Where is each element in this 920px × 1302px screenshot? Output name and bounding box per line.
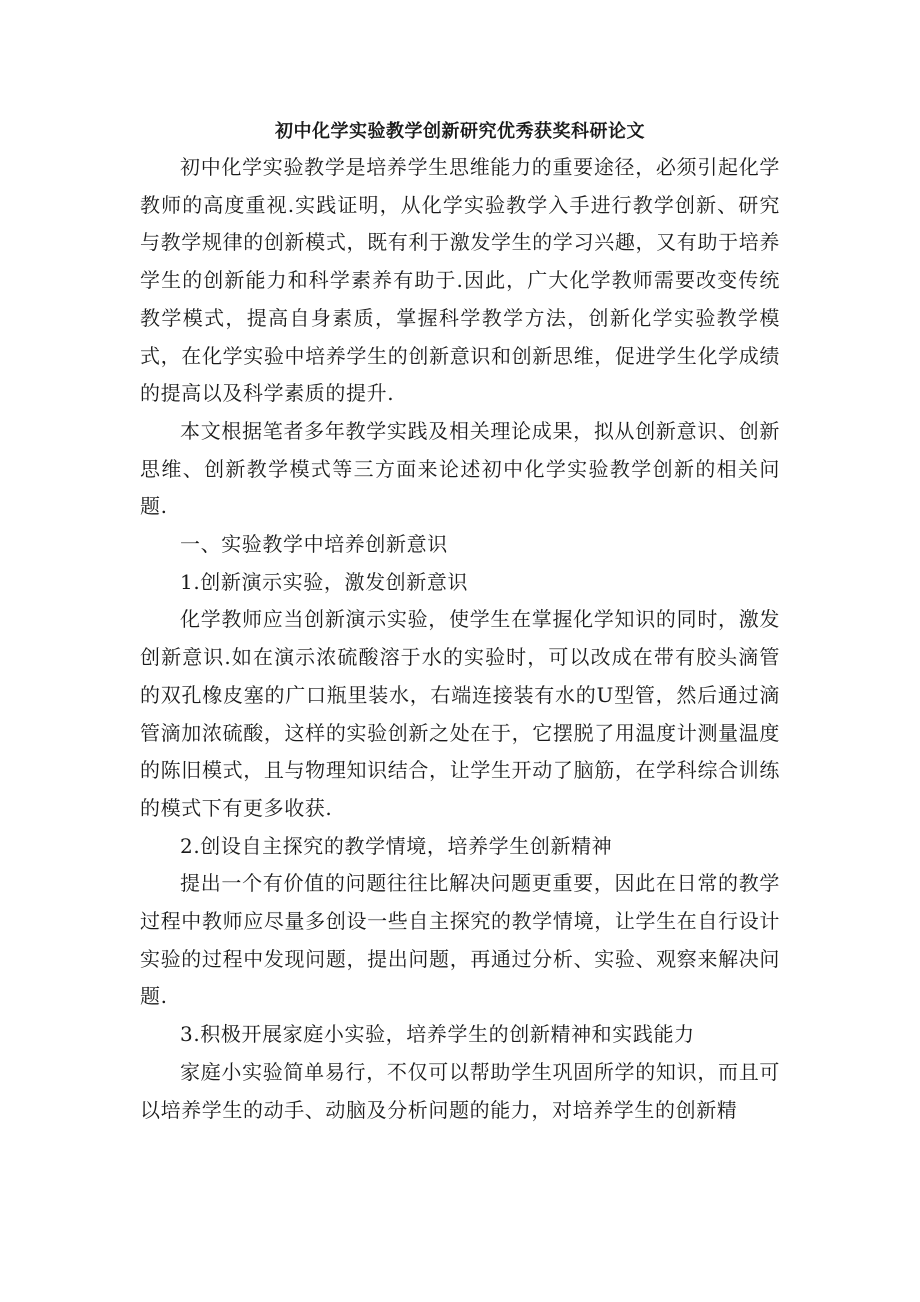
- subsection-heading-3: 3.积极开展家庭小实验，培养学生的创新精神和实践能力: [180, 1022, 695, 1047]
- paragraph-outline: 本文根据笔者多年教学实践及相关理论成果，拟从创新意识、创新思维、创新教学模式等三方面来论述初中化学实验教学创新的相关问题.: [140, 418, 780, 519]
- paragraph-demo-experiment: 化学教师应当创新演示实验，使学生在掌握化学知识的同时，激发创新意识.如在演示浓硫酸溶于水的实验时，可以改成在带有胶头滴管的双孔橡皮塞的广口瓶里装水，右端连接装有水的U型管，然后通过滴管滴加浓硫酸，这样的实验创新之处在于，它摆脱了用温度计测量温度的陈旧模式，且与物理知识结合，让学生开动了脑筋，在学科综合训练的模式下有更多收获.: [140, 607, 780, 820]
- document-title: 初中化学实验教学创新研究优秀获奖科研论文: [275, 121, 645, 142]
- document-body: [140, 117, 780, 1129]
- paragraph-home-experiment: 家庭小实验简单易行，不仅可以帮助学生巩固所学的知识，而且可以培养学生的动手、动脑及分析问题的能力，对培养学生的创新精: [140, 1059, 780, 1122]
- subsection-heading-2: 2.创设自主探究的教学情境，培养学生创新精神: [180, 833, 613, 858]
- paragraph-intro: 初中化学实验教学是培养学生思维能力的重要途径，必须引起化学教师的高度重视.实践证明，从化学实验教学入手进行教学创新、研究与教学规律的创新模式，既有利于激发学生的学习兴趣，又有助于培养学生的创新能力和科学素养有助于.因此，广大化学教师需要改变传统教学模式，提高自身素质，掌握科学教学方法，创新化学实验教学模式，在化学实验中培养学生的创新意识和创新思维，促进学生化学成绩的提高以及科学素质的提升.: [140, 155, 780, 406]
- subsection-heading-1: 1.创新演示实验，激发创新意识: [180, 569, 469, 594]
- paragraph-inquiry: 提出一个有价值的问题往往比解决问题更重要，因此在日常的教学过程中教师应尽量多创设一些自主探究的教学情境，让学生在自行设计实验的过程中发现问题，提出问题，再通过分析、实验、观察来解决问题.: [140, 871, 780, 1009]
- section-heading-1: 一、实验教学中培养创新意识: [180, 532, 448, 557]
